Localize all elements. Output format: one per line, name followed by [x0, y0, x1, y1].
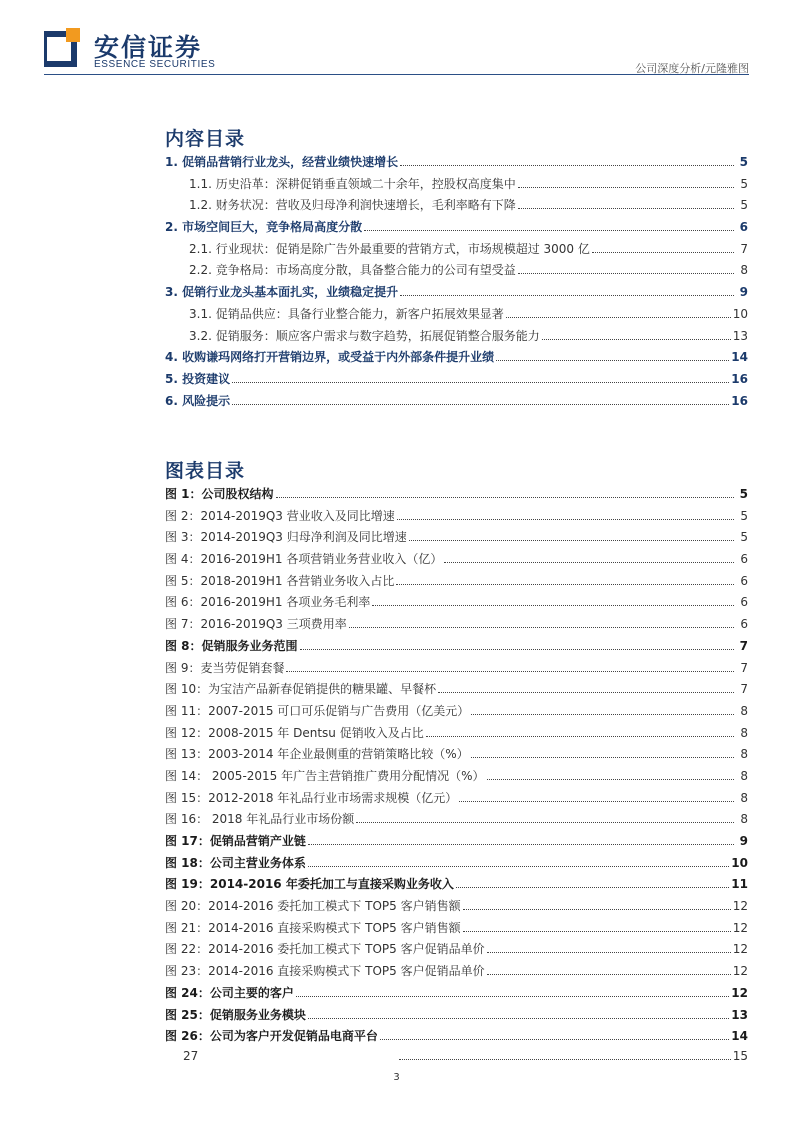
figure-entry-text: 图 24：公司主要的客户: [165, 985, 294, 1000]
figure-entry-text: 图 18：公司主营业务体系: [165, 855, 306, 870]
figure-entry[interactable]: [165, 572, 748, 594]
figure-entry[interactable]: [165, 1027, 748, 1049]
toc-list: [165, 153, 748, 413]
logo-chinese-name: 安信证券: [94, 33, 203, 62]
dot-leader: [308, 1018, 729, 1019]
figure-entry-text: 图 4：2016-2019H1 各项营销业务营业收入（亿）: [165, 552, 443, 567]
figure-entry-text: 图 9：麦当劳促销套餐: [165, 660, 285, 675]
figure-entry[interactable]: [165, 702, 748, 724]
toc-section-entry[interactable]: [165, 261, 748, 283]
dot-leader: [396, 584, 734, 585]
figure-entry-page: 9: [739, 834, 748, 848]
figure-entry[interactable]: [165, 507, 748, 529]
toc-title: 内容目录: [165, 128, 246, 150]
figure-entry[interactable]: [165, 832, 748, 854]
figure-entry-page: 7: [740, 682, 748, 697]
figure-entry-page: 11: [731, 877, 748, 892]
figure-entry-text: 图 20：2014-2016 委托加工模式下 TOP5 客户销售额: [165, 899, 461, 914]
figure-entry[interactable]: [165, 940, 748, 962]
figure-entry-page: 10: [731, 855, 748, 870]
toc-section-entry-page: 5: [740, 198, 748, 213]
figure-entry-page: 5: [740, 530, 748, 545]
figure-entry-text: 图 5：2018-2019H1 各营销业务收入占比: [165, 573, 395, 588]
dot-leader: [518, 187, 734, 188]
figure-entry-text: 图 21：2014-2016 直接采购模式下 TOP5 客户销售额: [165, 920, 461, 935]
dot-leader: [380, 1039, 729, 1040]
toc-chapter-entry[interactable]: [165, 370, 748, 392]
figure-entry[interactable]: [165, 767, 748, 789]
figure-entry[interactable]: [165, 485, 748, 507]
toc-chapter-entry-text: 4. 收购谦玛网络打开营销边界，或受益于内外部条件提升业绩: [165, 350, 495, 365]
figure-entry[interactable]: [165, 1049, 748, 1071]
toc-chapter-entry-text: 5. 投资建议: [165, 371, 231, 386]
dot-leader: [459, 801, 734, 802]
dot-leader: [349, 627, 734, 628]
figure-entry-page: 6: [740, 617, 748, 632]
figures-title: 图表目录: [165, 460, 246, 482]
figure-entry-text: 图 8：促销服务业务范围: [165, 638, 298, 653]
toc-section-entry-page: 10: [732, 306, 748, 321]
toc-chapter-entry-page: 16: [731, 371, 748, 386]
figure-entry-page: 12: [732, 942, 748, 957]
figure-entry-text: 图 6：2016-2019H1 各项业务毛利率: [165, 595, 371, 610]
figure-entry[interactable]: [165, 615, 748, 637]
dot-leader: [438, 692, 734, 693]
figure-entry-page: 8: [740, 812, 748, 827]
figure-entry-page: 13: [731, 1007, 748, 1022]
figure-entry-page: 12: [732, 964, 748, 979]
dot-leader: [364, 230, 734, 231]
toc-chapter-entry-text: 1. 促销品营销行业龙头，经营业绩快速增长: [165, 155, 399, 169]
toc-section-entry[interactable]: [165, 196, 748, 218]
figure-entry-text: 图 14： 2005-2015 年广告主营销推广费用分配情况（%）: [165, 768, 485, 783]
toc-section-entry-page: 8: [740, 263, 748, 278]
toc-section-entry[interactable]: [165, 240, 748, 262]
figure-entry-page: 12: [732, 920, 748, 935]
logo-english-name: ESSENCE SECURITIES: [94, 59, 216, 70]
toc-chapter-entry[interactable]: [165, 392, 748, 414]
toc-section-entry-page: 13: [732, 328, 748, 343]
figure-entry-page: 7: [739, 638, 748, 653]
toc-section-entry[interactable]: [165, 305, 748, 327]
page-header: [0, 0, 793, 80]
figure-entry-page: 8: [740, 747, 748, 762]
toc-chapter-entry[interactable]: [165, 283, 748, 305]
dot-leader: [592, 252, 734, 253]
figure-entry-text: 图 25：促销服务业务模块: [165, 1007, 306, 1022]
toc-chapter-entry[interactable]: [165, 218, 748, 240]
dot-leader: [518, 208, 734, 209]
figure-entry-page: 6: [740, 573, 748, 588]
toc-section-entry-text: 1.1. 历史沿革：深耕促销垂直领域二十余年，控股权高度集中: [189, 176, 516, 191]
dot-leader: [232, 404, 729, 405]
figure-entry[interactable]: [165, 550, 748, 572]
dot-leader: [456, 887, 729, 888]
logo-icon: [44, 28, 84, 68]
figure-entry-text: 图 10：为宝洁产品新春促销提供的糖果罐、早餐杯: [165, 682, 437, 697]
toc-chapter-entry-page: 16: [731, 393, 748, 408]
dot-leader: [444, 562, 734, 563]
figure-entry[interactable]: [165, 897, 748, 919]
dot-leader: [232, 382, 729, 383]
figure-entry-text: 图 23：2014-2016 直接采购模式下 TOP5 客户促销品单价: [165, 964, 485, 979]
toc-chapter-entry-page: 9: [739, 285, 748, 300]
figure-entry-page: 6: [740, 595, 748, 610]
figure-entry-text: 27: [183, 1048, 199, 1063]
figure-entry[interactable]: [165, 962, 748, 984]
dot-leader: [308, 866, 729, 867]
toc-chapter-entry-page: 6: [739, 220, 748, 235]
toc-chapter-entry[interactable]: [165, 153, 748, 175]
figure-entry-page: 12: [731, 985, 748, 1000]
figure-entry[interactable]: [165, 637, 748, 659]
toc-section-entry-text: 1.2. 财务状况：营收及归母净利润快速增长，毛利率略有下降: [189, 198, 516, 213]
dot-leader: [397, 519, 734, 520]
figure-entry-page: 7: [740, 660, 748, 675]
figure-entry-text: 图 1：公司股权结构: [165, 487, 274, 501]
figure-entry[interactable]: [165, 528, 748, 550]
toc-section-entry-text: 2.2. 竞争格局：市场高度分散，具备整合能力的公司有望受益: [189, 263, 516, 278]
dot-leader: [471, 757, 734, 758]
dot-leader: [463, 931, 731, 932]
figure-entry-text: 图 16： 2018 年礼品行业市场份额: [165, 812, 355, 827]
toc-section-entry-text: 3.1. 促销品供应：具备行业整合能力，新客户拓展效果显著: [189, 306, 504, 321]
dot-leader: [308, 844, 734, 845]
figure-entry[interactable]: [165, 875, 748, 897]
dot-leader: [276, 497, 734, 498]
dot-leader: [463, 909, 731, 910]
dot-leader: [400, 295, 734, 296]
toc-chapter-entry-page: 5: [739, 155, 748, 169]
figure-entry-page: 5: [740, 508, 748, 523]
figure-entry-text: 图 13：2003-2014 年企业最侧重的营销策略比较（%）: [165, 747, 469, 762]
figure-entry[interactable]: [165, 789, 748, 811]
figure-entry-page: 8: [740, 790, 748, 805]
figure-entry[interactable]: [165, 724, 748, 746]
figure-entry-page: 6: [740, 552, 748, 567]
figure-entry-text: 图 26：公司为客户开发促销品电商平台: [165, 1029, 378, 1044]
toc-chapter-entry-text: 6. 风险提示: [165, 393, 231, 408]
figure-entry[interactable]: [165, 593, 748, 615]
toc-section-entry-text: 3.2. 促销服务：顺应客户需求与数字趋势，拓展促销整合服务能力: [189, 328, 540, 343]
dot-leader: [356, 822, 734, 823]
dot-leader: [372, 605, 734, 606]
dot-leader: [300, 649, 734, 650]
figure-entry[interactable]: [165, 1006, 748, 1028]
figure-entry-text: 图 7：2016-2019Q3 三项费用率: [165, 617, 347, 632]
figure-entry[interactable]: [165, 659, 748, 681]
figure-entry-text: 图 19：2014-2016 年委托加工与直接采购业务收入: [165, 877, 454, 892]
dot-leader: [399, 1059, 731, 1060]
figure-entry[interactable]: [165, 919, 748, 941]
toc-section-entry-page: 5: [740, 176, 748, 191]
figure-entry-text: 图 22：2014-2016 委托加工模式下 TOP5 客户促销品单价: [165, 942, 485, 957]
dot-leader: [409, 540, 734, 541]
toc-chapter-entry[interactable]: [165, 348, 748, 370]
toc-chapter-entry-text: 3. 促销行业龙头基本面扎实，业绩稳定提升: [165, 285, 399, 300]
dot-leader: [296, 996, 729, 997]
figure-entry-text: 图 3：2014-2019Q3 归母净利润及同比增速: [165, 530, 407, 545]
figure-entry[interactable]: [165, 810, 748, 832]
dot-leader: [487, 779, 734, 780]
dot-leader: [487, 974, 731, 975]
figure-entry-page: 15: [732, 1048, 748, 1063]
toc-section-entry[interactable]: [165, 175, 748, 197]
figure-entry-page: 5: [739, 487, 748, 501]
figure-entry-text: 图 17：促销品营销产业链: [165, 834, 306, 848]
figure-entry-text: 图 15：2012-2018 年礼品行业市场需求规模（亿元）: [165, 790, 458, 805]
toc-section-entry-page: 7: [740, 241, 748, 256]
toc-chapter-entry-page: 14: [731, 350, 748, 365]
figure-entry-page: 8: [740, 725, 748, 740]
figure-entry[interactable]: [165, 745, 748, 767]
dot-leader: [487, 952, 731, 953]
dot-leader: [518, 273, 734, 274]
toc-section-entry[interactable]: [165, 327, 748, 349]
dot-leader: [286, 671, 734, 672]
toc-section-entry-text: 2.1. 行业现状：促销是除广告外最重要的营销方式，市场规模超过 3000 亿: [189, 241, 590, 256]
figure-entry-page: 12: [732, 899, 748, 914]
report-type: 公司深度分析/元隆雅图: [635, 62, 749, 75]
figure-entry[interactable]: [165, 680, 748, 702]
dot-leader: [496, 360, 729, 361]
figure-entry-page: 8: [740, 703, 748, 718]
toc-chapter-entry-text: 2. 市场空间巨大，竞争格局高度分散: [165, 220, 363, 235]
figure-entry-page: 14: [731, 1029, 748, 1044]
dot-leader: [426, 736, 734, 737]
figure-entry[interactable]: [165, 984, 748, 1006]
figures-list: [165, 485, 748, 1071]
dot-leader: [542, 339, 731, 340]
figure-entry-text: 图 2：2014-2019Q3 营业收入及同比增速: [165, 508, 395, 523]
figure-entry-text: 图 11：2007-2015 可口可乐促销与广告费用（亿美元）: [165, 703, 470, 718]
figure-entry[interactable]: [165, 854, 748, 876]
figure-entry-page: 8: [740, 768, 748, 783]
header-divider: [44, 74, 749, 75]
dot-leader: [506, 317, 731, 318]
page-number: 3: [393, 1072, 400, 1083]
dot-leader: [471, 714, 734, 715]
figure-entry-text: 图 12：2008-2015 年 Dentsu 促销收入及占比: [165, 725, 424, 740]
dot-leader: [400, 165, 734, 166]
